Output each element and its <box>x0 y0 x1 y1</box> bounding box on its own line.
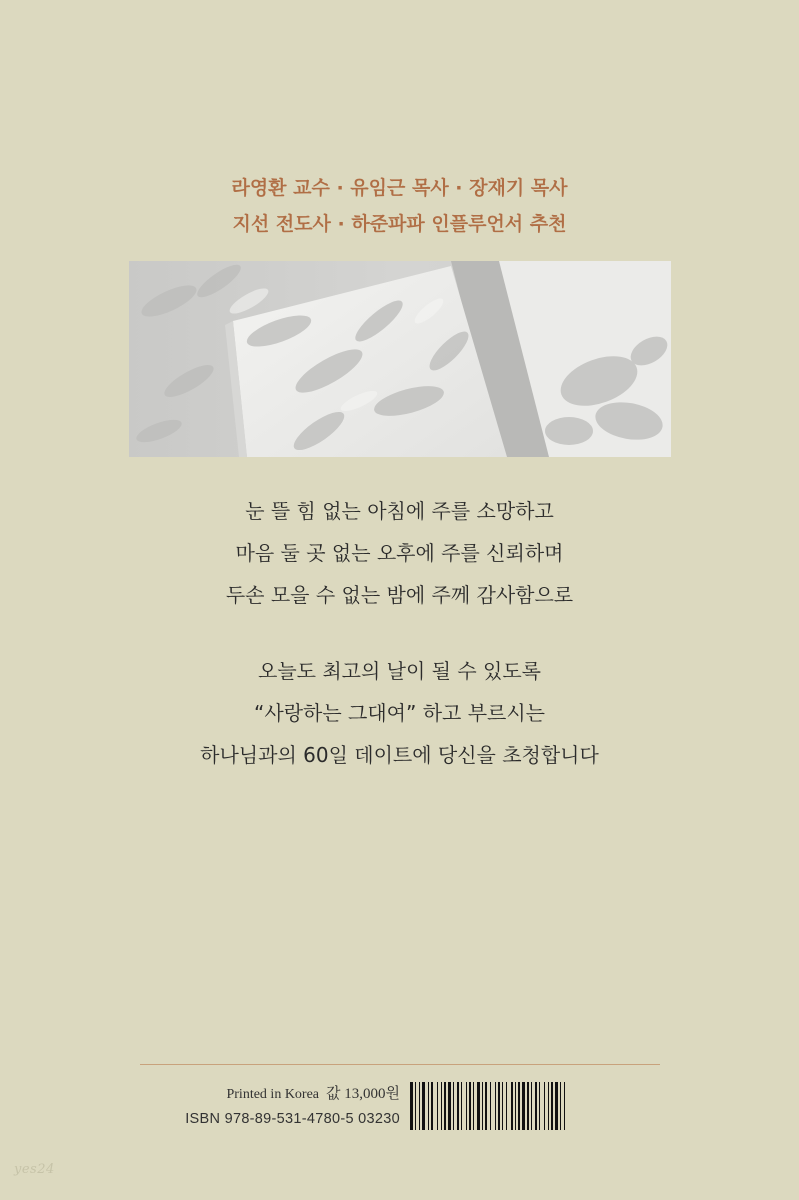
printed-in-korea: Printed in Korea <box>226 1087 320 1102</box>
poem-line: 오늘도 최고의 날이 될 수 있도록 <box>258 659 541 683</box>
poem-block <box>0 490 799 776</box>
poem-line: 눈 뜰 힘 없는 아침에 주를 소망하고 <box>245 499 554 523</box>
recommendation-line-1: 라영환 교수 · 유임근 목사 · 장재기 목사 <box>231 177 568 199</box>
poem-stanza-1 <box>0 490 799 616</box>
printed-line <box>150 1082 400 1107</box>
barcode <box>408 1082 660 1130</box>
recommendation-block <box>0 170 799 242</box>
divider <box>140 1064 660 1065</box>
poem-line: 하나님과의 60일 데이트에 당신을 초청합니다 <box>200 743 599 767</box>
recommendation-line-2: 지선 전도사 · 하준파파 인플루언서 추천 <box>232 213 567 235</box>
poem-line: 마음 둘 곳 없는 오후에 주를 신뢰하며 <box>235 541 564 565</box>
book-photo-illustration <box>129 261 671 457</box>
book-shadow-photo <box>129 261 671 457</box>
isbn: ISBN 978-89-531-4780-5 03230 <box>185 1111 400 1127</box>
poem-line: 두손 모을 수 없는 밤에 주께 감사함으로 <box>225 583 574 607</box>
poem-line: “사랑하는 그대여” 하고 부르시는 <box>254 701 545 725</box>
watermark-logo: yes24 <box>14 1162 55 1177</box>
publication-info <box>150 1082 400 1131</box>
price: 값 13,000원 <box>326 1086 400 1102</box>
poem-stanza-2 <box>0 650 799 776</box>
